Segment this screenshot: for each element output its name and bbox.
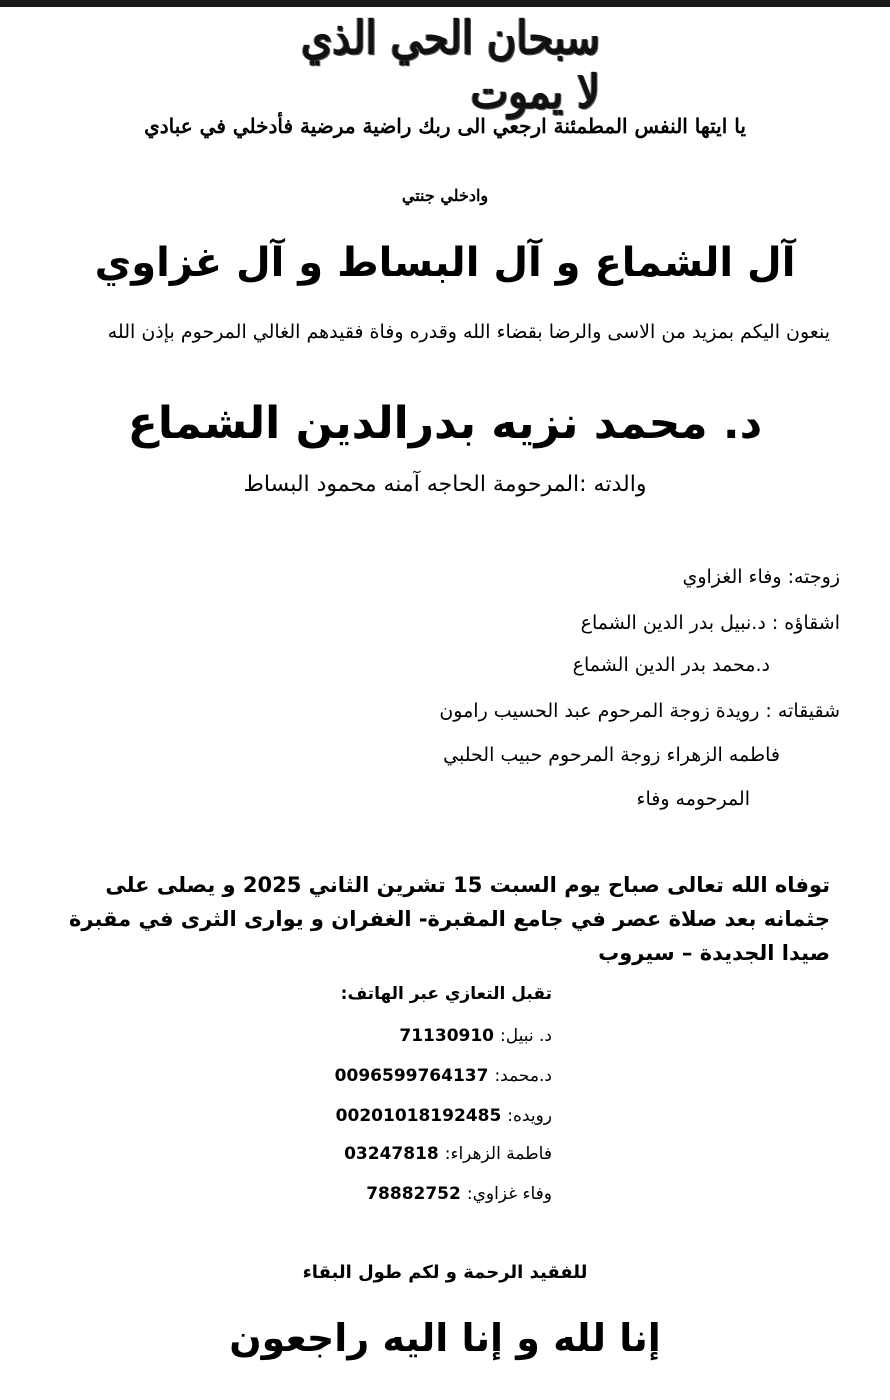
brothers-line-2: د.محمد بدر الدين الشماع (572, 654, 770, 676)
closing-condolence: للفقيد الرحمة و لكم طول البقاء (302, 1262, 588, 1283)
brothers-line-1: اشقاؤه : د.نبيل بدر الدين الشماع (580, 612, 840, 634)
mother-line: والدته :المرحومة الحاجه آمنه محمود البساط (243, 472, 647, 497)
phone-contact-name: د.محمد: (494, 1066, 552, 1086)
quran-verse-line1: يا ايتها النفس المطمئنة ارجعي الى ربك راضية مرضية فأدخلي في عبادي (144, 114, 746, 138)
phone-contact-name: فاطمة الزهراء: (444, 1144, 552, 1164)
sisters-line-2: فاطمه الزهراء زوجة المرحوم حبيب الحلبي (443, 744, 780, 766)
phone-number: 71130910 (399, 1026, 495, 1046)
sisters-line-1: شقيقاته : رويدة زوجة المرحوم عبد الحسيب رامون (439, 700, 840, 722)
phone-row (336, 1106, 552, 1126)
condolences-title: تقبل التعازي عبر الهاتف: (340, 984, 552, 1004)
sisters-line-3: المرحومه وفاء (636, 788, 750, 810)
phone-row (335, 1066, 552, 1086)
phone-row (399, 1026, 552, 1046)
phone-number: 00201018192485 (335, 1106, 502, 1126)
calligraphy-logo (270, 10, 600, 120)
phone-contact-name: د. نبيل: (500, 1026, 552, 1046)
phone-row (344, 1144, 552, 1164)
phone-number: 78882752 (366, 1184, 461, 1204)
calligraphy-text: سبحان الحي الذي لا يموت (301, 10, 600, 120)
phone-contact-name: رويده: (507, 1106, 552, 1126)
announcement-text: ينعون اليكم بمزيد من الاسى والرضا بقضاء الله وقدره وفاة فقيدهم الغالي المرحوم بإذن الله (107, 321, 830, 343)
closing-verse: إنا لله و إنا اليه راجعون (229, 1316, 661, 1360)
funeral-details: توفاه الله تعالى صباح يوم السبت 15 تشرين الثاني 2025 و يصلى على جثمانه بعد صلاة عصر في جامع المقبرة- الغفران و يوارى الثرى في مقبرة صيدا الجديدة – سيروب (68, 873, 830, 965)
quran-verse-line2: وادخلي جنتي (401, 186, 489, 205)
phone-contact-name: وفاء غزاوي: (466, 1184, 552, 1204)
phone-number: 0096599764137 (334, 1066, 489, 1086)
top-border (0, 0, 890, 7)
families-heading: آل الشماع و آل البساط و آل غزاوي (94, 240, 796, 286)
phone-number: 03247818 (344, 1144, 439, 1164)
deceased-name: د. محمد نزيه بدرالدين الشماع (127, 398, 763, 449)
phone-row (366, 1184, 552, 1204)
wife-line: زوجته: وفاء الغزاوي (682, 566, 840, 588)
